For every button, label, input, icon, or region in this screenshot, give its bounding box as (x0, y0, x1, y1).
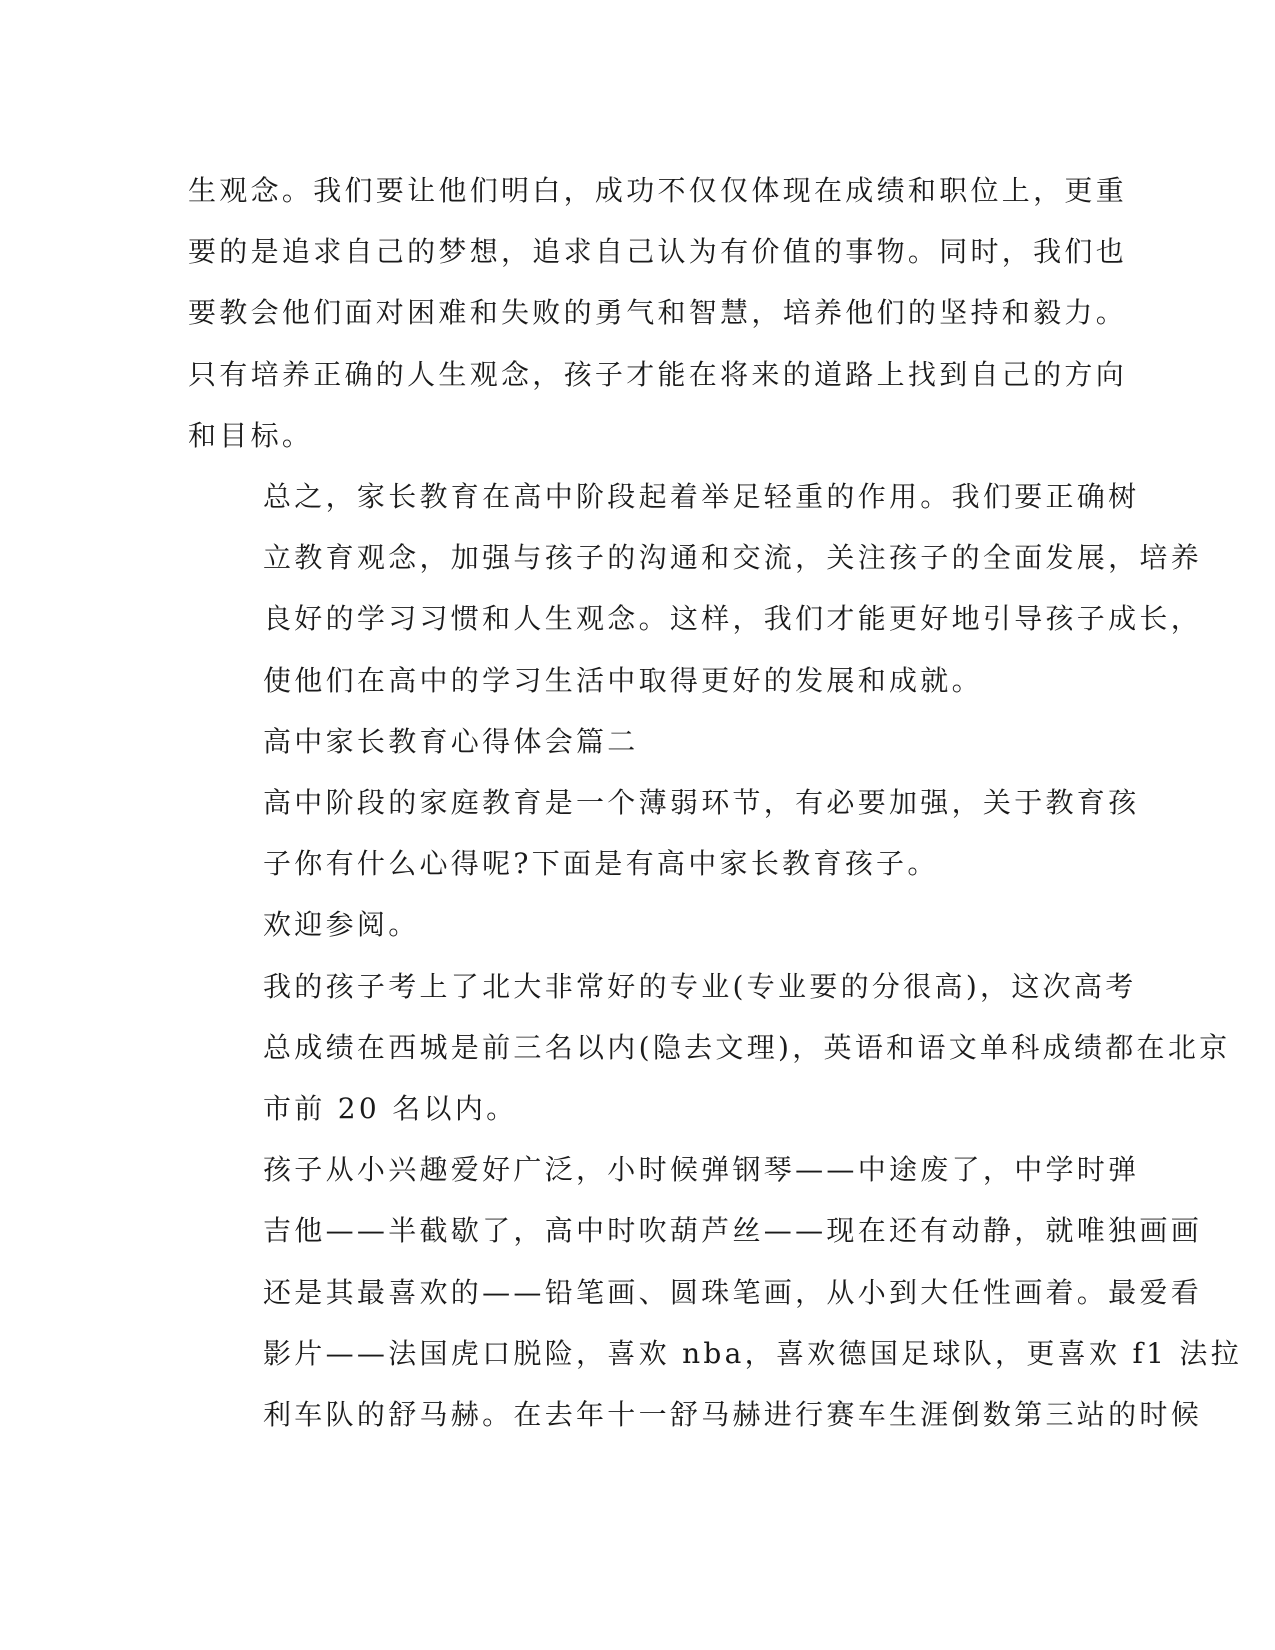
section-heading (188, 711, 1078, 772)
text-line: 高中阶段的家庭教育是一个薄弱环节，有必要加强，关于教育孩 (263, 786, 1140, 820)
text-line: 利车队的舒马赫。在去年十一舒马赫进行赛车生涯倒数第三站的时候 (263, 1398, 1203, 1432)
paragraph-summary (188, 466, 1203, 711)
text-line: 市前 20 名以内。 (263, 1092, 518, 1126)
text-line: 要教会他们面对困难和失败的勇气和智慧，培养他们的坚持和毅力。 (188, 296, 1128, 330)
paragraph-welcome (188, 894, 1078, 955)
text-line: 欢迎参阅。 (263, 908, 420, 942)
text-line: 还是其最喜欢的——铅笔画、圆珠笔画，从小到大任性画着。最爱看 (263, 1275, 1203, 1309)
text-line: 孩子从小兴趣爱好广泛，小时候弹钢琴——中途废了，中学时弹 (263, 1153, 1140, 1187)
text-line: 总成绩在西城是前三名以内(隐去文理)，英语和语文单科成绩都在北京 (263, 1030, 1231, 1064)
text-line: 良好的学习习惯和人生观念。这样，我们才能更好地引导孩子成长， (263, 602, 1203, 636)
text-line: 吉他——半截歇了，高中时吹葫芦丝——现在还有动静，就唯独画画 (263, 1214, 1203, 1248)
text-line: 我的孩子考上了北大非常好的专业(专业要的分很高)，这次高考 (263, 969, 1137, 1003)
text-line: 子你有什么心得呢?下面是有高中家长教育孩子。 (263, 847, 939, 881)
text-line: 影片——法国虎口脱险，喜欢 nba，喜欢德国足球队，更喜欢 f1 法拉 (263, 1336, 1243, 1370)
paragraph-intro (188, 772, 1140, 894)
document-body (188, 160, 1243, 1445)
section-title: 高中家长教育心得体会篇二 (263, 724, 639, 758)
text-line: 要的是追求自己的梦想，追求自己认为有价值的事物。同时，我们也 (188, 235, 1128, 269)
text-line: 立教育观念，加强与孩子的沟通和交流，关注孩子的全面发展，培养 (263, 541, 1203, 575)
text-line: 使他们在高中的学习生活中取得更好的发展和成就。 (263, 663, 983, 697)
text-line: 生观念。我们要让他们明白，成功不仅仅体现在成绩和职位上，更重 (188, 174, 1128, 207)
paragraph-life-values (188, 160, 1128, 466)
text-line: 只有培养正确的人生观念，孩子才能在将来的道路上找到自己的方向 (188, 357, 1128, 391)
text-line: 总之，家长教育在高中阶段起着举足轻重的作用。我们要正确树 (263, 480, 1140, 514)
paragraph-exam-results (188, 956, 1231, 1140)
text-line: 和目标。 (188, 418, 314, 452)
paragraph-hobbies (188, 1139, 1243, 1445)
